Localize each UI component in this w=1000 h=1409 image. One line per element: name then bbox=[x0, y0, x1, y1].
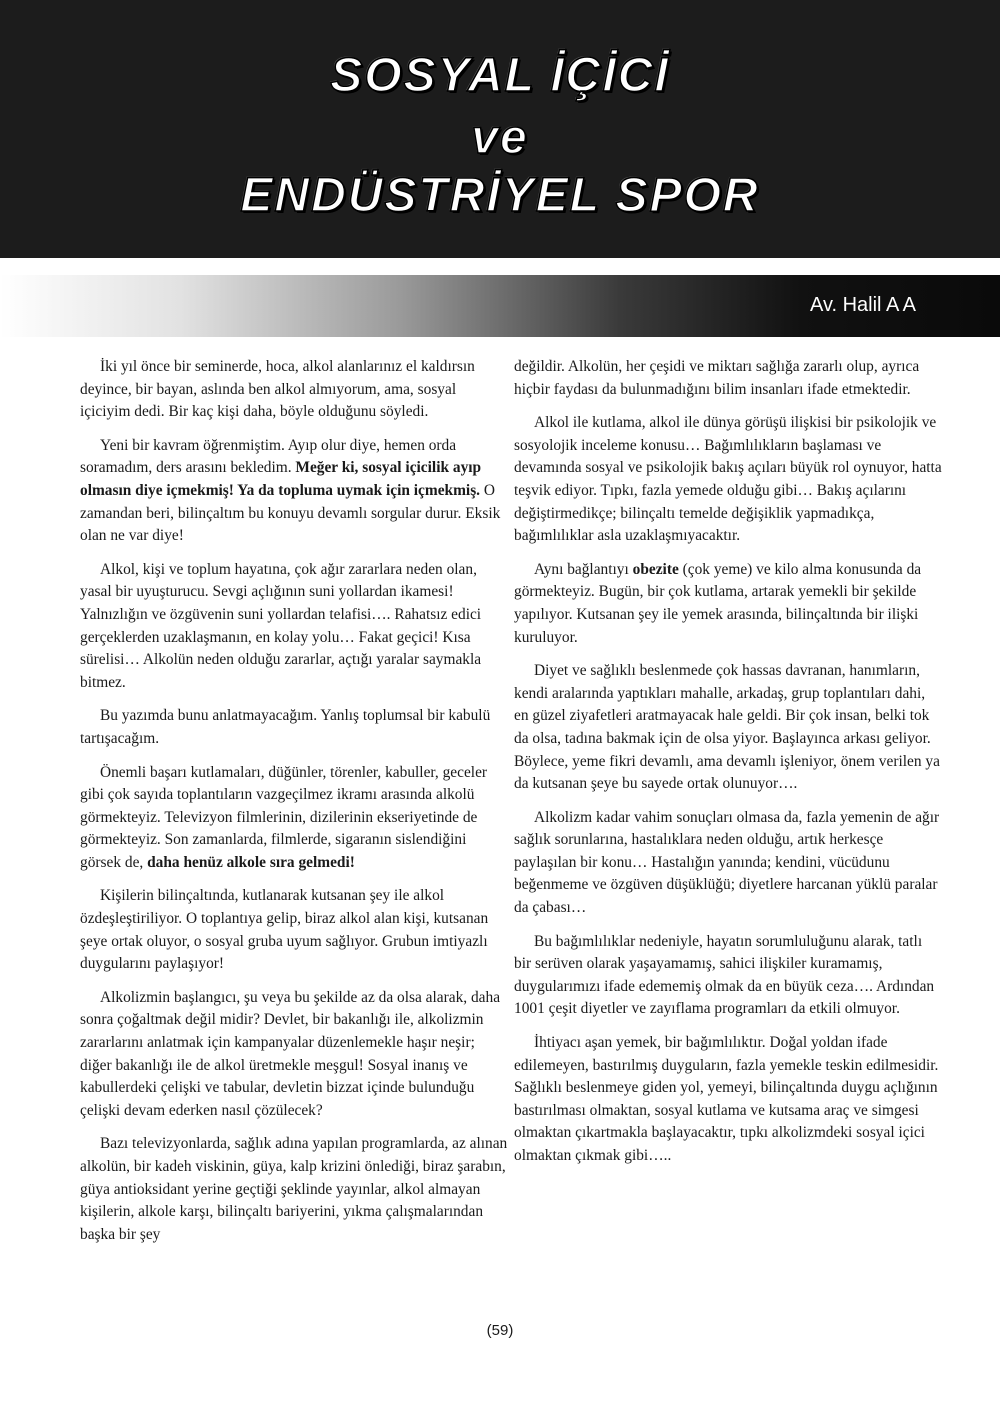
paragraph: Alkol, kişi ve toplum hayatına, çok ağır zararlara neden olan, yasal bir uyuşturucu. Sevgi açlığının suni yollardan ikamesi! Yalnızlığın ve özgüvenin suni yollardan telafisi…. Rahatsız edici gerçeklerden uzaklaşmanın, en kolay yolu… Fakat geçici! Kısa sürelisi… Alkolün neden olduğu zararlar, açtığı yaralar saymakla bitmez. bbox=[80, 560, 482, 691]
left-column bbox=[80, 356, 508, 1257]
paragraph: Yeni bir kavram öğrenmiştim. Ayıp olur diye, hemen orda soramadım, ders arasını bekledim. Meğer ki, sosyal içicilik ayıp olmasın diye içmekmiş! Ya da topluma uymak için içmekmiş. O zamandan beri, bilinçaltım bu konuyu devamlı sorgular durur. Eksik olan ne var diye! bbox=[80, 436, 501, 545]
paragraph: Diyet ve sağlıklı beslenmede çok hassas davranan, hanımların, kendi aralarında yaptıkları mahalle, arkadaş, grup toplantıları dahi, en güzel ziyafetleri aratmayacak hale geldi. Bir çok insan, belki tok da olsa, tadına bakmak için de olsa yiyor. Başlayınca arkası geliyor. Böylece, yeme fikri devamlı, ama devamlı işleniyor, önem verilen ya da kutsanan şeye bu sayede ortak olunuyor…. bbox=[514, 662, 940, 793]
paragraph: Alkolizm kadar vahim sonuçları olmasa da, fazla yemenin de ağır sağlık sorunlarına, hastalıklara neden olduğu, artık herkesçe paylaşılan bir konu… Hastalığın yanında; kendini, vücüdunu beğenmeme ve özgüven düşüklüğü; diyetlere harcanan yüklü paralar da çabası… bbox=[514, 808, 940, 917]
paragraph: Kişilerin bilinçaltında, kutlanarak kutsanan şey ile alkol özdeşleştiriliyor. O toplantıya gelip, biraz alkol alan kişi, kutsanan şeye ortak oluyor, o sosyal gruba uyum sağlıyor. Grubun imtiyazlı duygularını paylaşıyor! bbox=[80, 887, 489, 973]
paragraph: değildir. Alkolün, her çeşidi ve miktarı sağlığa zararlı olup, ayrıca hiçbir faydası da bulunmadığını bilim insanları ifade etmektedir. bbox=[514, 358, 920, 398]
title-banner bbox=[0, 0, 1000, 258]
paragraph: Alkolizmin başlangıcı, şu veya bu şekilde az da olsa alarak, daha sonra çoğaltmak değil midir? Devlet, bir bakanlığı ile, alkolizmin zararlarını anlatmak için kampanyalar düzenlemekle haşır neşir; diğer bakanlığı ile de alkol üretmekle meşgul! Sosyal inanış ve kabullerdeki çelişki ve tabular, devletin bizzat içinde bulunduğu çelişki devam ederken nasıl çözülecek? bbox=[80, 988, 501, 1119]
paragraph: Bu bağımlılıklar nedeniyle, hayatın sorumluluğunu alarak, tatlı bir serüven olarak yaşayamamış, sahici ilişkiler kuramamış, duygularımızı ifade edememiş olmak da en büyük ceza…. Ardından 1001 çeşit diyetler ve zayıflama programları da etkili olmuyor. bbox=[514, 932, 935, 1018]
paragraph: Bu yazımda bunu anlatmayacağım. Yanlış toplumsal bir kabulü tartışacağım. bbox=[80, 707, 491, 747]
author-name: Av. Halil A A bbox=[810, 294, 916, 316]
paragraph: Bazı televizyonlarda, sağlık adına yapılan programlarda, az alınan alkolün, bir kadeh viskinin, güya, kalp krizini önlediği, biraz şarabın, güya antioksidant yerine geçtiği şeklinde yayınlar, alkol almayan kişilerin, alkole karşı, bilinçaltı bariyerini, yıkma çalışmalarından başka bir şey bbox=[80, 1135, 508, 1243]
bold-text: Meğer ki, sosyal içicilik ayıp olmasın diye içmekmiş! Ya da topluma uymak için içmekmiş. bbox=[80, 459, 482, 499]
bold-text: daha henüz alkole sıra gelmedi! bbox=[147, 853, 355, 871]
bold-text: obezite bbox=[632, 560, 679, 578]
paragraph: Aynı bağlantıyı obezite (çok yeme) ve kilo alma konusunda da görmekteyiz. Bugün, bir çok kutlama, artarak yemekli bir şekilde yapılıyor. Kutsanan şey ile yemek arasında, bilinçaltında bir ilişki kuruluyor. bbox=[514, 560, 922, 646]
title-line-2: ve bbox=[471, 111, 529, 164]
author-band bbox=[0, 275, 1000, 337]
paragraph: İki yıl önce bir seminerde, hoca, alkol alanlarınız el kaldırsın deyince, bir bayan, aslında ben alkol almıyorum, ama, sosyal içiciyim dedi. Bir kaç kişi daha, böyle olduğunu söyledi. bbox=[80, 358, 475, 421]
paragraph: Alkol ile kutlama, alkol ile dünya görüşü ilişkisi bir psikolojik ve sosyolojik inceleme konusu… Bağımlılıkların başlaması ve devamında sosyal ve psikolojik bakış açıları büyük rol oynuyor, hatta teşvik ediyor. Tıpkı, fazla yemede olduğu gibi… Bakış açılarını değiştirmedikçe; bilinçaltı temelde değişiklik yapmadıkça, bağımlılıklar asla uzaklaşmıyacaktır. bbox=[514, 414, 942, 545]
title-line-1: SOSYAL İÇİCİ bbox=[330, 49, 670, 102]
page-number: (59) bbox=[486, 1322, 514, 1339]
paragraph: İhtiyacı aşan yemek, bir bağımlılıktır. Doğal yoldan ifade edilemeyen, bastırılmış duyguların, fazla yemekle teskin edilmesidir. Sağlıklı beslenmeye giden yol, yemeyi, bilinçaltında duygu açlığının bastırılması olmaktan, sosyal kutlama ve kutsama araç ve simgesi olmaktan çıkartmakla başlayacaktır, tıpkı alkolizmdeki sosyal içici olmaktan çıkmak gibi….. bbox=[514, 1034, 939, 1164]
paragraph: Önemli başarı kutlamaları, düğünler, törenler, kabuller, geceler gibi çok sayıda toplantıların vazgeçilmez ikramı arasında alkolü görmekteyiz. Televizyon filmlerinin, dizilerinin ekseriyetinde de görmekteyiz. Son zamanlarda, filmlerde, sigaranın sislendiğini görsek de, daha henüz alkole sıra gelmedi! bbox=[80, 763, 488, 871]
title-line-3: ENDÜSTRİYEL SPOR bbox=[240, 169, 760, 222]
right-column bbox=[514, 356, 942, 1179]
